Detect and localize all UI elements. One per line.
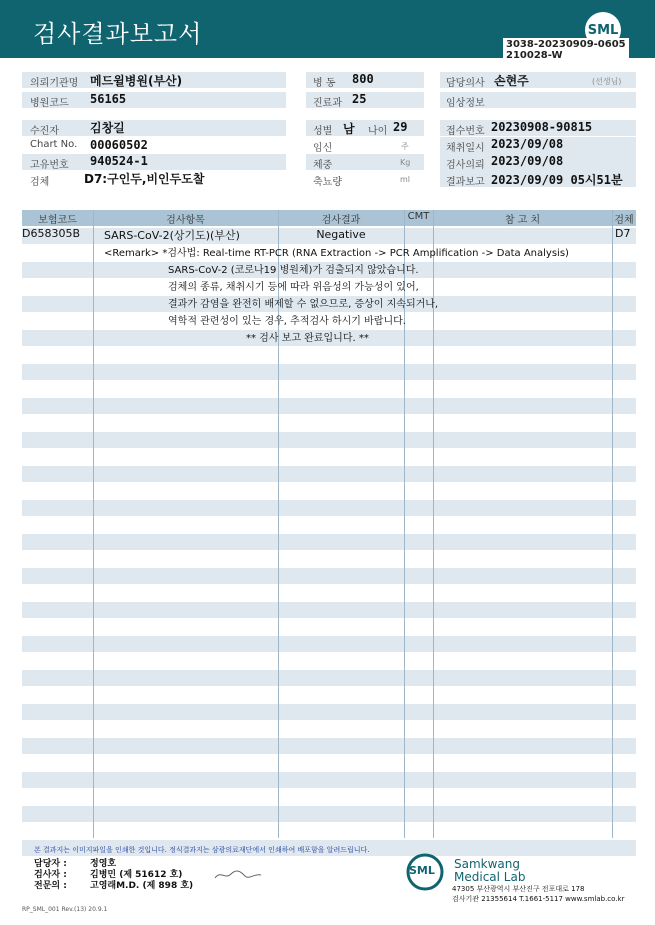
header-test-item: 검사항목 (166, 215, 205, 226)
clinic-code-value: 56165 (90, 92, 127, 106)
signature-scribble (213, 868, 263, 882)
staff-role: 전문의 : (34, 881, 67, 891)
document-id-line2: 210028-W (506, 50, 563, 61)
chart-label: Chart No. (30, 139, 78, 150)
report-value: 2023/09/09 05시51분 (491, 173, 623, 187)
header-insurance-code: 보험코드 (38, 215, 77, 226)
table-row-stripe (22, 466, 636, 482)
specimen-value: D7:구인두,비인두도찰 (84, 172, 205, 186)
remark-line: 결과가 감염을 완전히 배제할 수 없으므로, 증상이 지속되거나, (168, 299, 439, 310)
header-cmt: CMT (407, 211, 430, 222)
clinical-label: 임상정보 (446, 98, 485, 109)
doctor-value: 손현주 (494, 74, 529, 88)
row-result: Negative (316, 228, 366, 241)
receipt-value: 20230908-90815 (491, 120, 593, 134)
column-divider (93, 210, 94, 838)
table-row-stripe (22, 738, 636, 754)
footer-notice: 본 결과지는 이미지파일을 인쇄한 것입니다. 정식결과지는 삼광의료재단에서 인쇄하여 배포함을 알려드립니다. (34, 846, 370, 854)
sex-value: 남 (343, 122, 355, 136)
staff-name: 고영래M.D. (제 898 호) (90, 881, 194, 891)
unique-value: 940524-1 (90, 154, 148, 168)
staff-name: 김병민 (제 51612 호) (90, 870, 183, 880)
header-reference: 참 고 치 (504, 215, 541, 226)
sml-footer-logo-text: SML (409, 864, 435, 877)
company-address: 47305 부산광역시 부산진구 전포대로 178 (452, 885, 585, 893)
doctor-note: (선생님) (592, 77, 622, 86)
table-row-stripe (22, 772, 636, 788)
collect-value: 2023/09/08 (491, 137, 564, 151)
pregnancy-label: 임신 (313, 143, 333, 154)
remark-line: ** 검사 보고 완료입니다. ** (246, 333, 369, 344)
table-row-stripe (22, 670, 636, 686)
age-label: 나이 (368, 126, 388, 137)
doctor-label: 담당의사 (446, 78, 485, 89)
header-result: 검사결과 (321, 215, 361, 226)
company-name-1: Samkwang (454, 857, 520, 871)
staff-name: 정영호 (90, 859, 117, 869)
table-row-stripe (22, 534, 636, 550)
table-row-stripe (22, 568, 636, 584)
column-divider (612, 210, 613, 838)
urine-label: 축뇨량 (313, 177, 342, 188)
staff-role: 담당자 : (34, 859, 67, 869)
ward-label: 병 동 (313, 78, 336, 89)
patient-bar (22, 120, 286, 136)
pregnancy-unit: 주 (401, 142, 409, 151)
header-specimen: 검체 (614, 215, 634, 226)
weight-label: 체중 (313, 160, 333, 171)
patient-value: 김창길 (90, 121, 125, 135)
remark-line: <Remark> *검사법: Real-time RT-PCR (RNA Extraction -> PCR Amplification -> Data Analysis) (104, 248, 569, 259)
report-label: 결과보고 (446, 177, 485, 188)
age-value: 29 (393, 120, 408, 134)
request-label: 검사의뢰 (446, 160, 485, 171)
sml-logo: SML (585, 12, 621, 48)
report-title: 검사결과보고서 (33, 20, 203, 48)
form-id: RP_SML_001 Rev.(13) 20.9.1 (22, 906, 108, 913)
dept-value: 25 (352, 92, 367, 106)
table-row-stripe (22, 364, 636, 380)
document-id-line1: 3038-20230909-0605 (506, 39, 626, 50)
table-row-stripe (22, 636, 636, 652)
staff-role: 검사자 : (34, 870, 67, 880)
company-name-2: Medical Lab (454, 870, 526, 884)
request-value: 2023/09/08 (491, 154, 564, 168)
receipt-label: 접수번호 (446, 126, 485, 137)
urine-unit: ml (400, 175, 411, 184)
remark-line: 역학적 관련성이 있는 경우, 추적검사 하시기 바랍니다. (168, 316, 406, 327)
table-row-stripe (22, 602, 636, 618)
table-row-stripe (22, 704, 636, 720)
unique-label: 고유번호 (30, 160, 69, 171)
row-insurance-code: D658305B (22, 227, 81, 240)
weight-unit: Kg (400, 158, 411, 167)
table-row-stripe (22, 432, 636, 448)
table-row-stripe (22, 806, 636, 822)
document-id (503, 38, 629, 62)
specimen-label: 검체 (30, 177, 50, 188)
table-row-stripe (22, 500, 636, 516)
clinic-label: 의뢰기관명 (30, 78, 79, 89)
table-row-stripe (22, 398, 636, 414)
ward-value: 800 (352, 72, 374, 86)
row-test-item: SARS-CoV-2(상기도)(부산) (104, 229, 240, 242)
company-contact: 검사기관 21355614 T.1661-5117 www.smlab.co.kr (452, 895, 625, 903)
sex-label: 성별 (313, 126, 333, 137)
clinic-value: 메드윌병원(부산) (90, 74, 183, 88)
chart-value: 00060502 (90, 138, 148, 152)
dept-label: 진료과 (313, 98, 342, 109)
clinic-code-label: 병원코드 (30, 98, 69, 109)
remark-line: 검체의 종류, 채취시기 등에 따라 위음성의 가능성이 있어, (168, 282, 419, 293)
row-specimen: D7 (615, 227, 631, 240)
patient-label: 수진자 (30, 126, 59, 137)
collect-label: 채취일시 (446, 143, 485, 154)
remark-line: SARS-CoV-2 (코로나19 병원체)가 검출되지 않았습니다. (168, 265, 419, 276)
